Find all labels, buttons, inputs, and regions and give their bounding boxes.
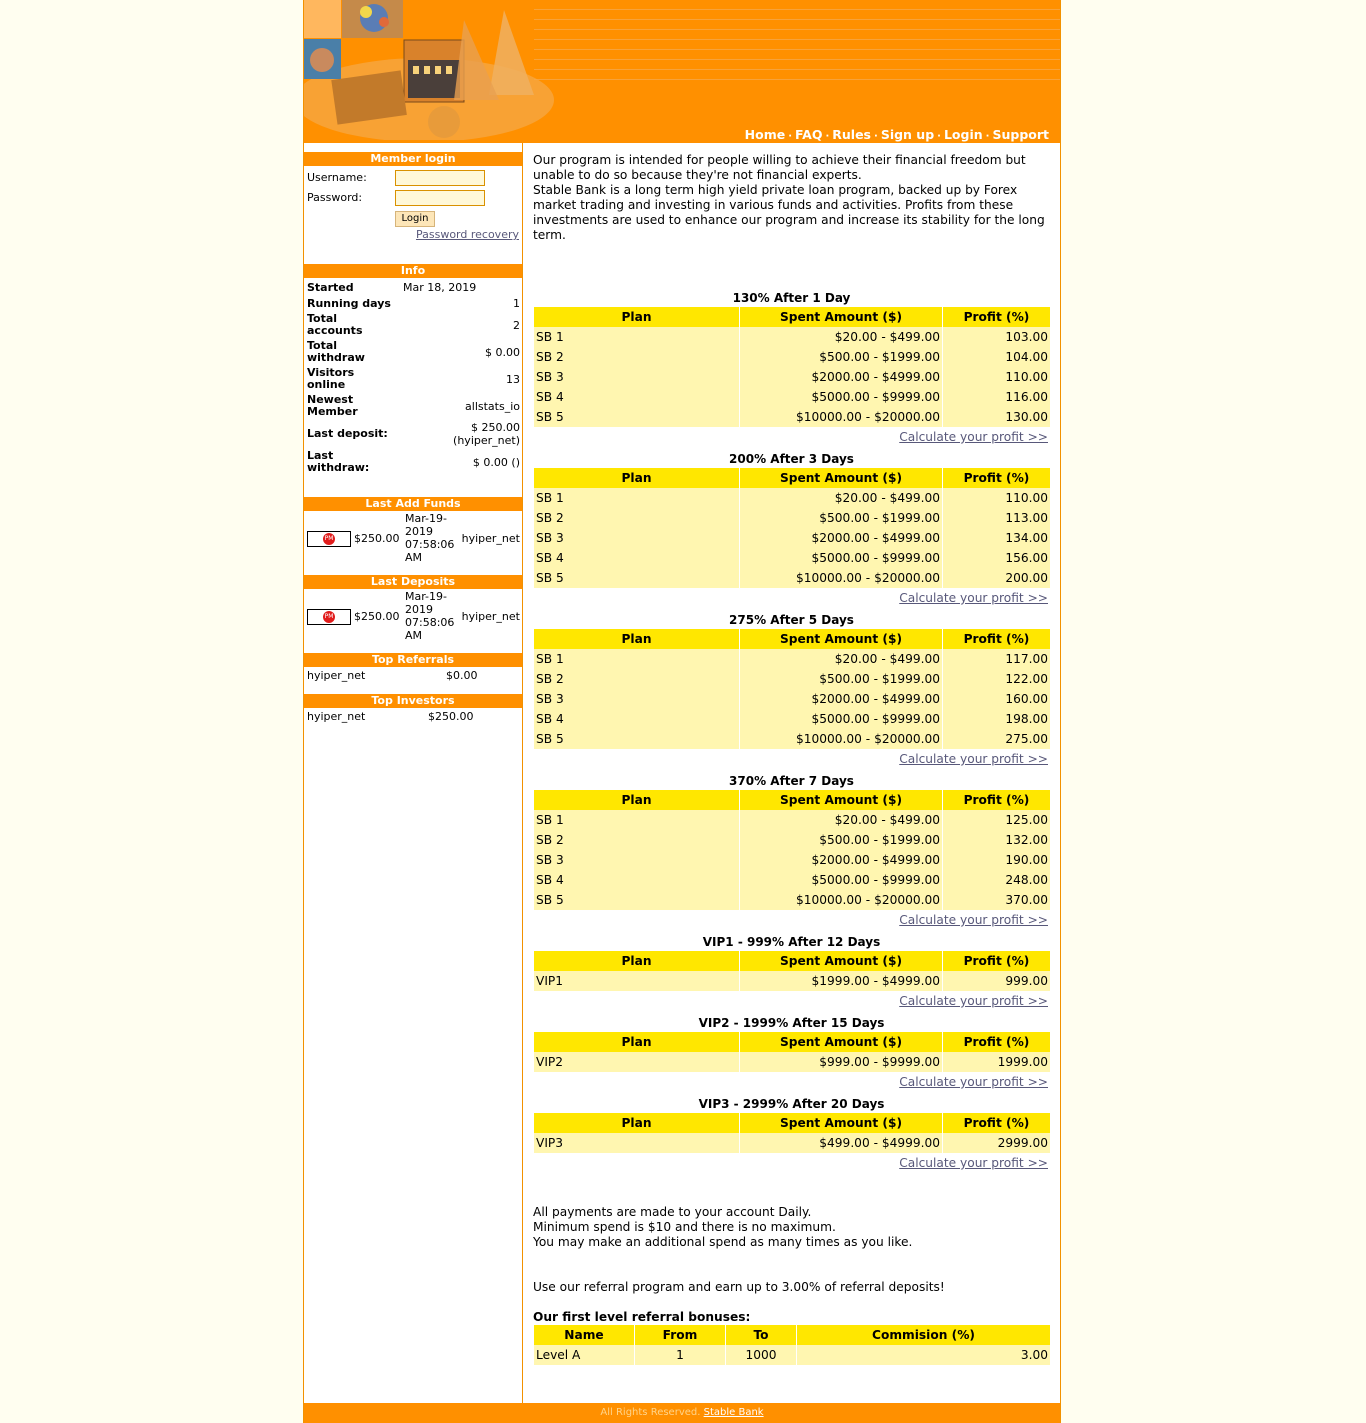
plan-profit: 134.00 xyxy=(943,528,1050,548)
plan-profit: 132.00 xyxy=(943,830,1050,850)
referral-level: Level A xyxy=(534,1345,634,1365)
referral-col-to: To xyxy=(726,1325,796,1345)
plan-name: SB 4 xyxy=(534,548,739,568)
plan-row xyxy=(534,1133,1050,1153)
info-row xyxy=(304,281,522,297)
plan-row xyxy=(534,971,1050,991)
intro-paragraph: Stable Bank is a long term high yield private loan program, backed up by Forex market trading and investing in various funds and activities. Profits from these investments are used to enhance our program and increase its stability for the long term. xyxy=(533,183,1045,242)
plan-profit: 117.00 xyxy=(943,649,1050,669)
plan-profit: 999.00 xyxy=(943,971,1050,991)
plan-profit: 1999.00 xyxy=(943,1052,1050,1072)
password-label: Password: xyxy=(307,191,363,204)
plan-spent-range: $2000.00 - $4999.00 xyxy=(740,528,942,548)
plan-title: VIP2 - 1999% After 15 Days xyxy=(698,1016,885,1030)
plan-row xyxy=(534,407,1050,427)
plan-table xyxy=(533,1032,1051,1072)
nav-separator: · xyxy=(985,131,990,142)
plan-row xyxy=(534,870,1050,890)
referral-amount: $0.00 xyxy=(446,669,478,682)
plan-name: SB 2 xyxy=(534,830,739,850)
plan-name: SB 4 xyxy=(534,709,739,729)
nav-separator: · xyxy=(825,131,830,142)
info-row xyxy=(304,367,522,394)
info-value: 1 xyxy=(513,297,520,310)
plan-header-row xyxy=(534,468,1050,488)
plan-spent-range: $500.00 - $1999.00 xyxy=(740,669,942,689)
plan-col-spent: Spent Amount ($) xyxy=(740,629,942,649)
plan-spent-range: $2000.00 - $4999.00 xyxy=(740,367,942,387)
plan-name: SB 3 xyxy=(534,850,739,870)
intro-text xyxy=(533,153,1048,243)
plan-col-profit: Profit (%) xyxy=(943,1113,1050,1133)
info-key: Newest Member xyxy=(307,393,358,418)
username-input[interactable] xyxy=(395,170,485,186)
info-value: $ 0.00 xyxy=(485,345,520,359)
plan-col-profit: Profit (%) xyxy=(943,629,1050,649)
referral-from: 1 xyxy=(635,1345,725,1365)
plan-spent-range: $10000.00 - $20000.00 xyxy=(740,568,942,588)
calculate-profit-link[interactable]: Calculate your profit >> xyxy=(899,591,1048,605)
info-key: Visitors online xyxy=(307,366,355,391)
add-funds-amount: $250.00 xyxy=(354,532,400,545)
nav-rules[interactable]: Rules xyxy=(832,127,871,142)
referral-col-name: Name xyxy=(534,1325,634,1345)
plan-row xyxy=(534,327,1050,347)
plan-row xyxy=(534,548,1050,568)
plan-profit: 370.00 xyxy=(943,890,1050,910)
plan-row xyxy=(534,508,1050,528)
info-row xyxy=(304,340,522,367)
plan-name: SB 2 xyxy=(534,508,739,528)
payments-line: Minimum spend is $10 and there is no maximum. xyxy=(533,1220,836,1234)
referral-header-row xyxy=(534,1325,1050,1345)
nav-login[interactable]: Login xyxy=(943,127,983,142)
plan-col-plan: Plan xyxy=(534,1032,739,1052)
payments-line: You may make an additional spend as many times as you like. xyxy=(533,1235,913,1249)
plan-table xyxy=(533,307,1051,427)
plan-profit: 113.00 xyxy=(943,508,1050,528)
footer-link[interactable]: Stable Bank xyxy=(703,1407,764,1418)
info-key: Total withdraw xyxy=(307,339,365,364)
plan-col-spent: Spent Amount ($) xyxy=(740,468,942,488)
plan-spent-range: $5000.00 - $9999.00 xyxy=(740,387,942,407)
header-stripes xyxy=(534,0,1060,80)
plan-profit: 122.00 xyxy=(943,669,1050,689)
top-investors-row xyxy=(304,708,522,728)
info-key: Started xyxy=(307,280,354,294)
plan-col-profit: Profit (%) xyxy=(943,790,1050,810)
info-row xyxy=(304,297,522,313)
plan-row xyxy=(534,669,1050,689)
plan-row xyxy=(534,850,1050,870)
plan-name: SB 4 xyxy=(534,387,739,407)
plan-table xyxy=(533,951,1051,991)
plan-header-row xyxy=(534,629,1050,649)
last-add-funds-header: Last Add Funds xyxy=(304,497,522,511)
payments-info xyxy=(533,1205,1048,1250)
plan-col-spent: Spent Amount ($) xyxy=(740,1113,942,1133)
plan-col-plan: Plan xyxy=(534,1113,739,1133)
plan-col-spent: Spent Amount ($) xyxy=(740,951,942,971)
pm-badge: PM xyxy=(323,611,335,623)
plan-name: SB 2 xyxy=(534,669,739,689)
login-button[interactable]: Login xyxy=(395,211,435,227)
plan-spent-range: $2000.00 - $4999.00 xyxy=(740,850,942,870)
plan-col-plan: Plan xyxy=(534,790,739,810)
plan-row xyxy=(534,890,1050,910)
investor-amount: $250.00 xyxy=(428,710,474,723)
plan-profit: 190.00 xyxy=(943,850,1050,870)
deposit-date: Mar-19-2019 07:58:06 AM xyxy=(405,590,455,642)
top-referrals-header: Top Referrals xyxy=(304,653,522,667)
plan-col-plan: Plan xyxy=(534,468,739,488)
referral-title: Our first level referral bonuses: xyxy=(533,1310,751,1324)
nav-separator: · xyxy=(788,131,793,142)
info-value: Mar 18, 2019 xyxy=(403,281,477,294)
top-investors-header: Top Investors xyxy=(304,694,522,708)
recovery-row xyxy=(304,228,522,245)
main-content xyxy=(523,143,1060,1403)
perfect-money-icon xyxy=(307,531,351,547)
plan-spent-range: $500.00 - $1999.00 xyxy=(740,830,942,850)
info-value: $ 0.00 () xyxy=(472,455,520,469)
payments-line: All payments are made to your account Daily. xyxy=(533,1205,812,1219)
plan-spent-range: $20.00 - $499.00 xyxy=(740,327,942,347)
plan-profit: 110.00 xyxy=(943,367,1050,387)
plan-profit: 116.00 xyxy=(943,387,1050,407)
username-label: Username: xyxy=(307,171,367,184)
calculate-profit-link[interactable]: Calculate your profit >> xyxy=(899,1156,1048,1170)
plan-profit: 103.00 xyxy=(943,327,1050,347)
nav-separator: · xyxy=(874,131,878,142)
plan-profit: 156.00 xyxy=(943,548,1050,568)
plan-profit: 2999.00 xyxy=(943,1133,1050,1153)
plan-col-profit: Profit (%) xyxy=(943,951,1050,971)
plan-col-plan: Plan xyxy=(534,951,739,971)
info-row xyxy=(304,450,522,477)
top-navigation xyxy=(745,127,1049,142)
referral-table xyxy=(533,1325,1051,1365)
plan-row xyxy=(534,528,1050,548)
nav-separator: · xyxy=(937,131,941,142)
member-login-header: Member login xyxy=(304,152,522,166)
referral-text: Use our referral program and earn up to 3.00% of referral deposits! xyxy=(533,1280,945,1294)
referral-col-from: From xyxy=(635,1325,725,1345)
info-key: Total accounts xyxy=(307,312,363,337)
plan-name: VIP2 xyxy=(534,1052,739,1072)
calculate-profit-link[interactable]: Calculate your profit >> xyxy=(899,913,1048,927)
calculate-profit-link[interactable]: Calculate your profit >> xyxy=(899,752,1048,766)
plan-spent-range: $5000.00 - $9999.00 xyxy=(740,548,942,568)
info-row xyxy=(304,394,522,421)
plan-col-profit: Profit (%) xyxy=(943,468,1050,488)
info-value: $ 250.00 (hyiper_net) xyxy=(453,421,520,447)
plan-row xyxy=(534,689,1050,709)
plan-title: 370% After 7 Days xyxy=(729,774,854,788)
plan-col-profit: Profit (%) xyxy=(943,307,1050,327)
plan-profit: 200.00 xyxy=(943,568,1050,588)
plan-profit: 110.00 xyxy=(943,488,1050,508)
plan-col-profit: Profit (%) xyxy=(943,1032,1050,1052)
plan-row xyxy=(534,729,1050,749)
info-key: Last withdraw: xyxy=(307,449,370,474)
plan-spent-range: $20.00 - $499.00 xyxy=(740,649,942,669)
plan-title: 130% After 1 Day xyxy=(732,291,851,305)
plan-profit: 160.00 xyxy=(943,689,1050,709)
info-value: 13 xyxy=(506,372,520,386)
intro-paragraph: Our program is intended for people willing to achieve their financial freedom but unable to do so because they're not financial experts. xyxy=(533,153,1026,182)
plan-col-spent: Spent Amount ($) xyxy=(740,790,942,810)
plan-col-spent: Spent Amount ($) xyxy=(740,1032,942,1052)
username-row xyxy=(304,168,522,188)
nav-support[interactable]: Support xyxy=(992,127,1049,142)
plan-profit: 130.00 xyxy=(943,407,1050,427)
referral-col-commission: Commision (%) xyxy=(797,1325,1050,1345)
header-artwork xyxy=(304,0,564,140)
last-add-funds-row xyxy=(304,511,522,575)
plan-spent-range: $500.00 - $1999.00 xyxy=(740,508,942,528)
calculate-profit-link[interactable]: Calculate your profit >> xyxy=(899,994,1048,1008)
plan-table xyxy=(533,629,1051,749)
plan-row xyxy=(534,347,1050,367)
info-key: Last deposit: xyxy=(307,427,388,440)
plan-name: SB 1 xyxy=(534,649,739,669)
plan-col-spent: Spent Amount ($) xyxy=(740,307,942,327)
plan-spent-range: $5000.00 - $9999.00 xyxy=(740,709,942,729)
plan-title: VIP3 - 2999% After 20 Days xyxy=(698,1097,885,1111)
plan-spent-range: $1999.00 - $4999.00 xyxy=(740,971,942,991)
page-wrapper xyxy=(303,0,1061,1423)
info-key: Running days xyxy=(307,296,391,310)
plan-name: SB 1 xyxy=(534,327,739,347)
plan-spent-range: $10000.00 - $20000.00 xyxy=(740,890,942,910)
plan-row xyxy=(534,810,1050,830)
plan-name: SB 3 xyxy=(534,689,739,709)
plan-title: VIP1 - 999% After 12 Days xyxy=(702,935,881,949)
plan-col-plan: Plan xyxy=(534,629,739,649)
plan-table xyxy=(533,468,1051,588)
plan-row xyxy=(534,387,1050,407)
plan-name: SB 3 xyxy=(534,367,739,387)
plan-row xyxy=(534,830,1050,850)
header-banner xyxy=(304,0,1060,143)
plan-spent-range: $2000.00 - $4999.00 xyxy=(740,689,942,709)
plan-col-plan: Plan xyxy=(534,307,739,327)
investor-user: hyiper_net xyxy=(307,710,366,723)
plan-profit: 198.00 xyxy=(943,709,1050,729)
plan-table xyxy=(533,1113,1051,1153)
plan-name: SB 1 xyxy=(534,488,739,508)
plan-profit: 275.00 xyxy=(943,729,1050,749)
nav-home[interactable]: Home xyxy=(744,127,786,142)
info-table xyxy=(304,281,522,477)
password-input[interactable] xyxy=(395,190,485,206)
plan-header-row xyxy=(534,307,1050,327)
pm-badge: PM xyxy=(323,533,335,545)
plan-spent-range: $10000.00 - $20000.00 xyxy=(740,729,942,749)
footer-text: All Rights Reserved. xyxy=(600,1407,701,1418)
plan-name: SB 1 xyxy=(534,810,739,830)
add-funds-date: Mar-19-2019 07:58:06 AM xyxy=(405,512,455,564)
plan-spent-range: $20.00 - $499.00 xyxy=(740,488,942,508)
plan-spent-range: $5000.00 - $9999.00 xyxy=(740,870,942,890)
plan-name: VIP3 xyxy=(534,1133,739,1153)
referral-user: hyiper_net xyxy=(307,669,366,682)
plan-name: SB 5 xyxy=(534,729,739,749)
nav-signup[interactable]: Sign up xyxy=(880,127,935,142)
plan-header-row xyxy=(534,1113,1050,1133)
plan-row xyxy=(534,649,1050,669)
referral-commission: 3.00 xyxy=(797,1345,1050,1365)
plan-header-row xyxy=(534,790,1050,810)
password-row xyxy=(304,188,522,208)
plan-table xyxy=(533,790,1051,910)
info-header: Info xyxy=(304,264,522,278)
perfect-money-icon xyxy=(307,609,351,625)
last-deposits-row xyxy=(304,589,522,653)
plan-row xyxy=(534,568,1050,588)
add-funds-user: hyiper_net xyxy=(461,532,520,545)
plan-header-row xyxy=(534,1032,1050,1052)
left-sidebar xyxy=(304,143,523,1403)
plan-row xyxy=(534,488,1050,508)
info-row xyxy=(304,421,522,450)
plan-spent-range: $500.00 - $1999.00 xyxy=(740,347,942,367)
referral-to: 1000 xyxy=(726,1345,796,1365)
plan-name: SB 5 xyxy=(534,568,739,588)
referral-row xyxy=(534,1345,1050,1365)
plan-profit: 104.00 xyxy=(943,347,1050,367)
plan-spent-range: $499.00 - $4999.00 xyxy=(740,1133,942,1153)
calculate-profit-link[interactable]: Calculate your profit >> xyxy=(899,430,1048,444)
nav-faq[interactable]: FAQ xyxy=(795,127,823,142)
plan-profit: 125.00 xyxy=(943,810,1050,830)
deposit-user: hyiper_net xyxy=(461,610,520,623)
info-value: 2 xyxy=(513,318,520,332)
plan-spent-range: $20.00 - $499.00 xyxy=(740,810,942,830)
plan-name: VIP1 xyxy=(534,971,739,991)
plan-name: SB 2 xyxy=(534,347,739,367)
plan-title: 200% After 3 Days xyxy=(729,452,854,466)
plan-name: SB 3 xyxy=(534,528,739,548)
calculate-profit-link[interactable]: Calculate your profit >> xyxy=(899,1075,1048,1089)
login-button-row xyxy=(304,208,522,228)
plan-row xyxy=(534,1052,1050,1072)
plan-row xyxy=(534,709,1050,729)
plan-row xyxy=(534,367,1050,387)
last-deposits-header: Last Deposits xyxy=(304,575,522,589)
info-value: allstats_io xyxy=(465,399,520,413)
plan-spent-range: $10000.00 - $20000.00 xyxy=(740,407,942,427)
plan-header-row xyxy=(534,951,1050,971)
deposit-amount: $250.00 xyxy=(354,610,400,623)
footer xyxy=(304,1403,1060,1423)
plan-name: SB 4 xyxy=(534,870,739,890)
top-referrals-row xyxy=(304,667,522,694)
plan-title: 275% After 5 Days xyxy=(729,613,854,627)
plan-name: SB 5 xyxy=(534,890,739,910)
plan-name: SB 5 xyxy=(534,407,739,427)
plan-profit: 248.00 xyxy=(943,870,1050,890)
info-row xyxy=(304,313,522,340)
password-recovery-link[interactable]: Password recovery xyxy=(415,228,519,241)
plan-spent-range: $999.00 - $9999.00 xyxy=(740,1052,942,1072)
